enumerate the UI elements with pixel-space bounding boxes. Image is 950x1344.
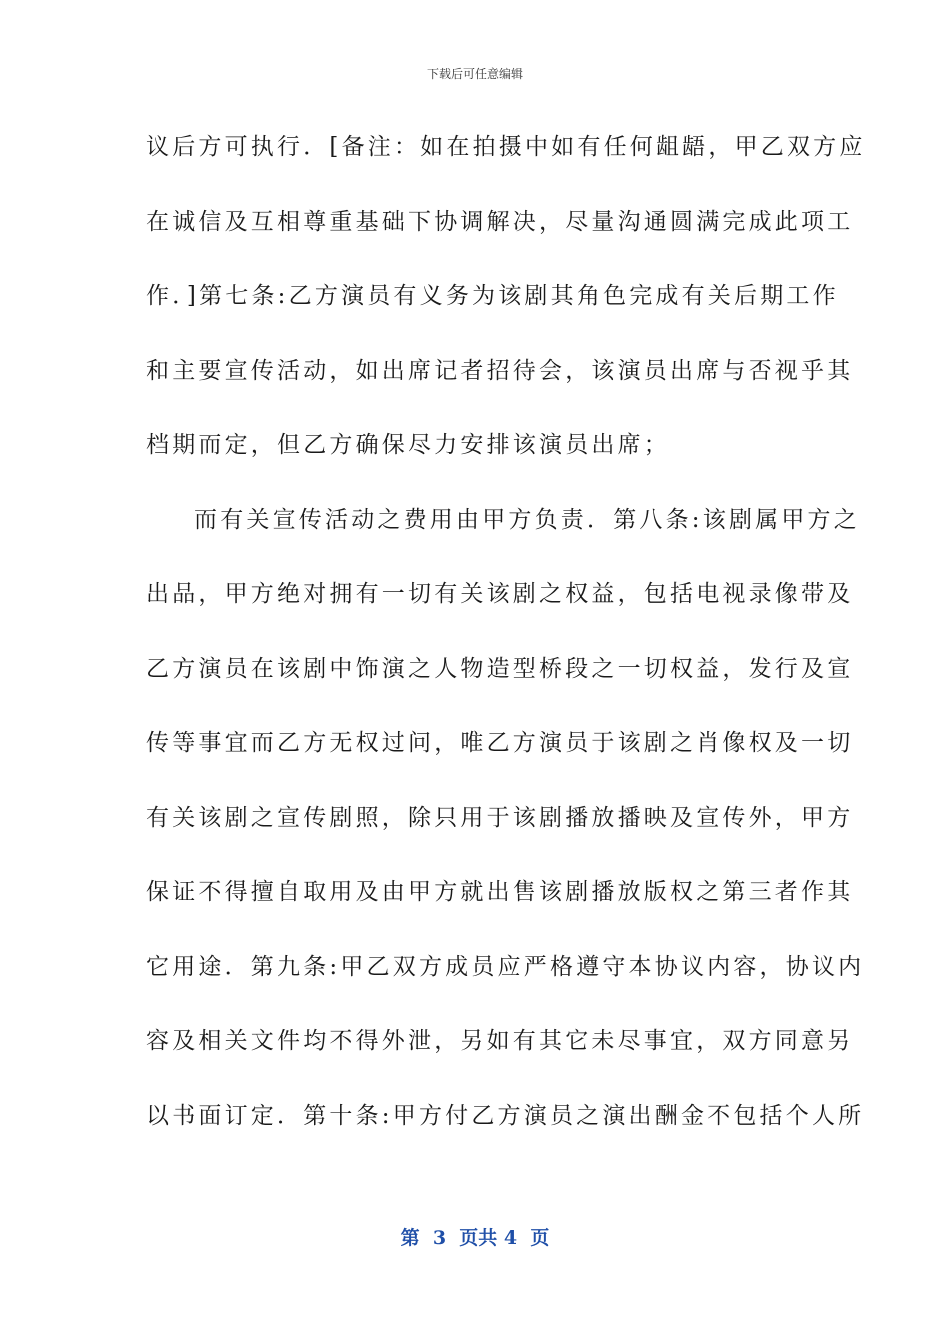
text-line: 和主要宣传活动，如出席记者招待会，该演员出席与否视乎其	[146, 357, 854, 384]
page-header: 下载后可任意编辑	[426, 67, 523, 81]
text-line: 保证不得擅自取用及由甲方就出售该剧播放版权之第三者作其	[146, 879, 854, 905]
text-line: 乙方演员在该剧中饰演之人物造型桥段之一切权益，发行及宣	[146, 655, 854, 682]
text-line: 作．]第七条:乙方演员有义务为该剧其角色完成有关后期工作	[146, 283, 839, 309]
text-line: 容及相关文件均不得外泄，另如有其它未尽事宜，双方同意另	[146, 1028, 854, 1054]
text-line: 在诚信及互相尊重基础下协调解决，尽量沟通圆满完成此项工	[146, 208, 854, 235]
text-line: 议后方可执行．[备注：如在拍摄中如有任何龃龉，甲乙双方应	[146, 134, 866, 160]
document-body	[146, 118, 866, 1161]
text-line: 出品，甲方绝对拥有一切有关该剧之权益，包括电视录像带及	[146, 581, 854, 607]
text-line: 档期而定，但乙方确保尽力安排该演员出席；	[146, 432, 670, 458]
text-line: 它用途．第九条:甲乙双方成员应严格遵守本协议内容，协议内	[146, 953, 865, 980]
text-line: 传等事宜而乙方无权过问，唯乙方演员于该剧之肖像权及一切	[146, 730, 854, 756]
paragraph-first-line: 而有关宣传活动之费用由甲方负责．第八条:该剧属甲方之	[194, 506, 860, 533]
text-line: 有关该剧之宣传剧照，除只用于该剧播放播映及宣传外，甲方	[146, 804, 854, 831]
text-line: 以书面订定．第十条:甲方付乙方演员之演出酬金不包括个人所	[146, 1102, 865, 1129]
page-number-footer: 第 3 页共 4 页	[400, 1227, 550, 1249]
